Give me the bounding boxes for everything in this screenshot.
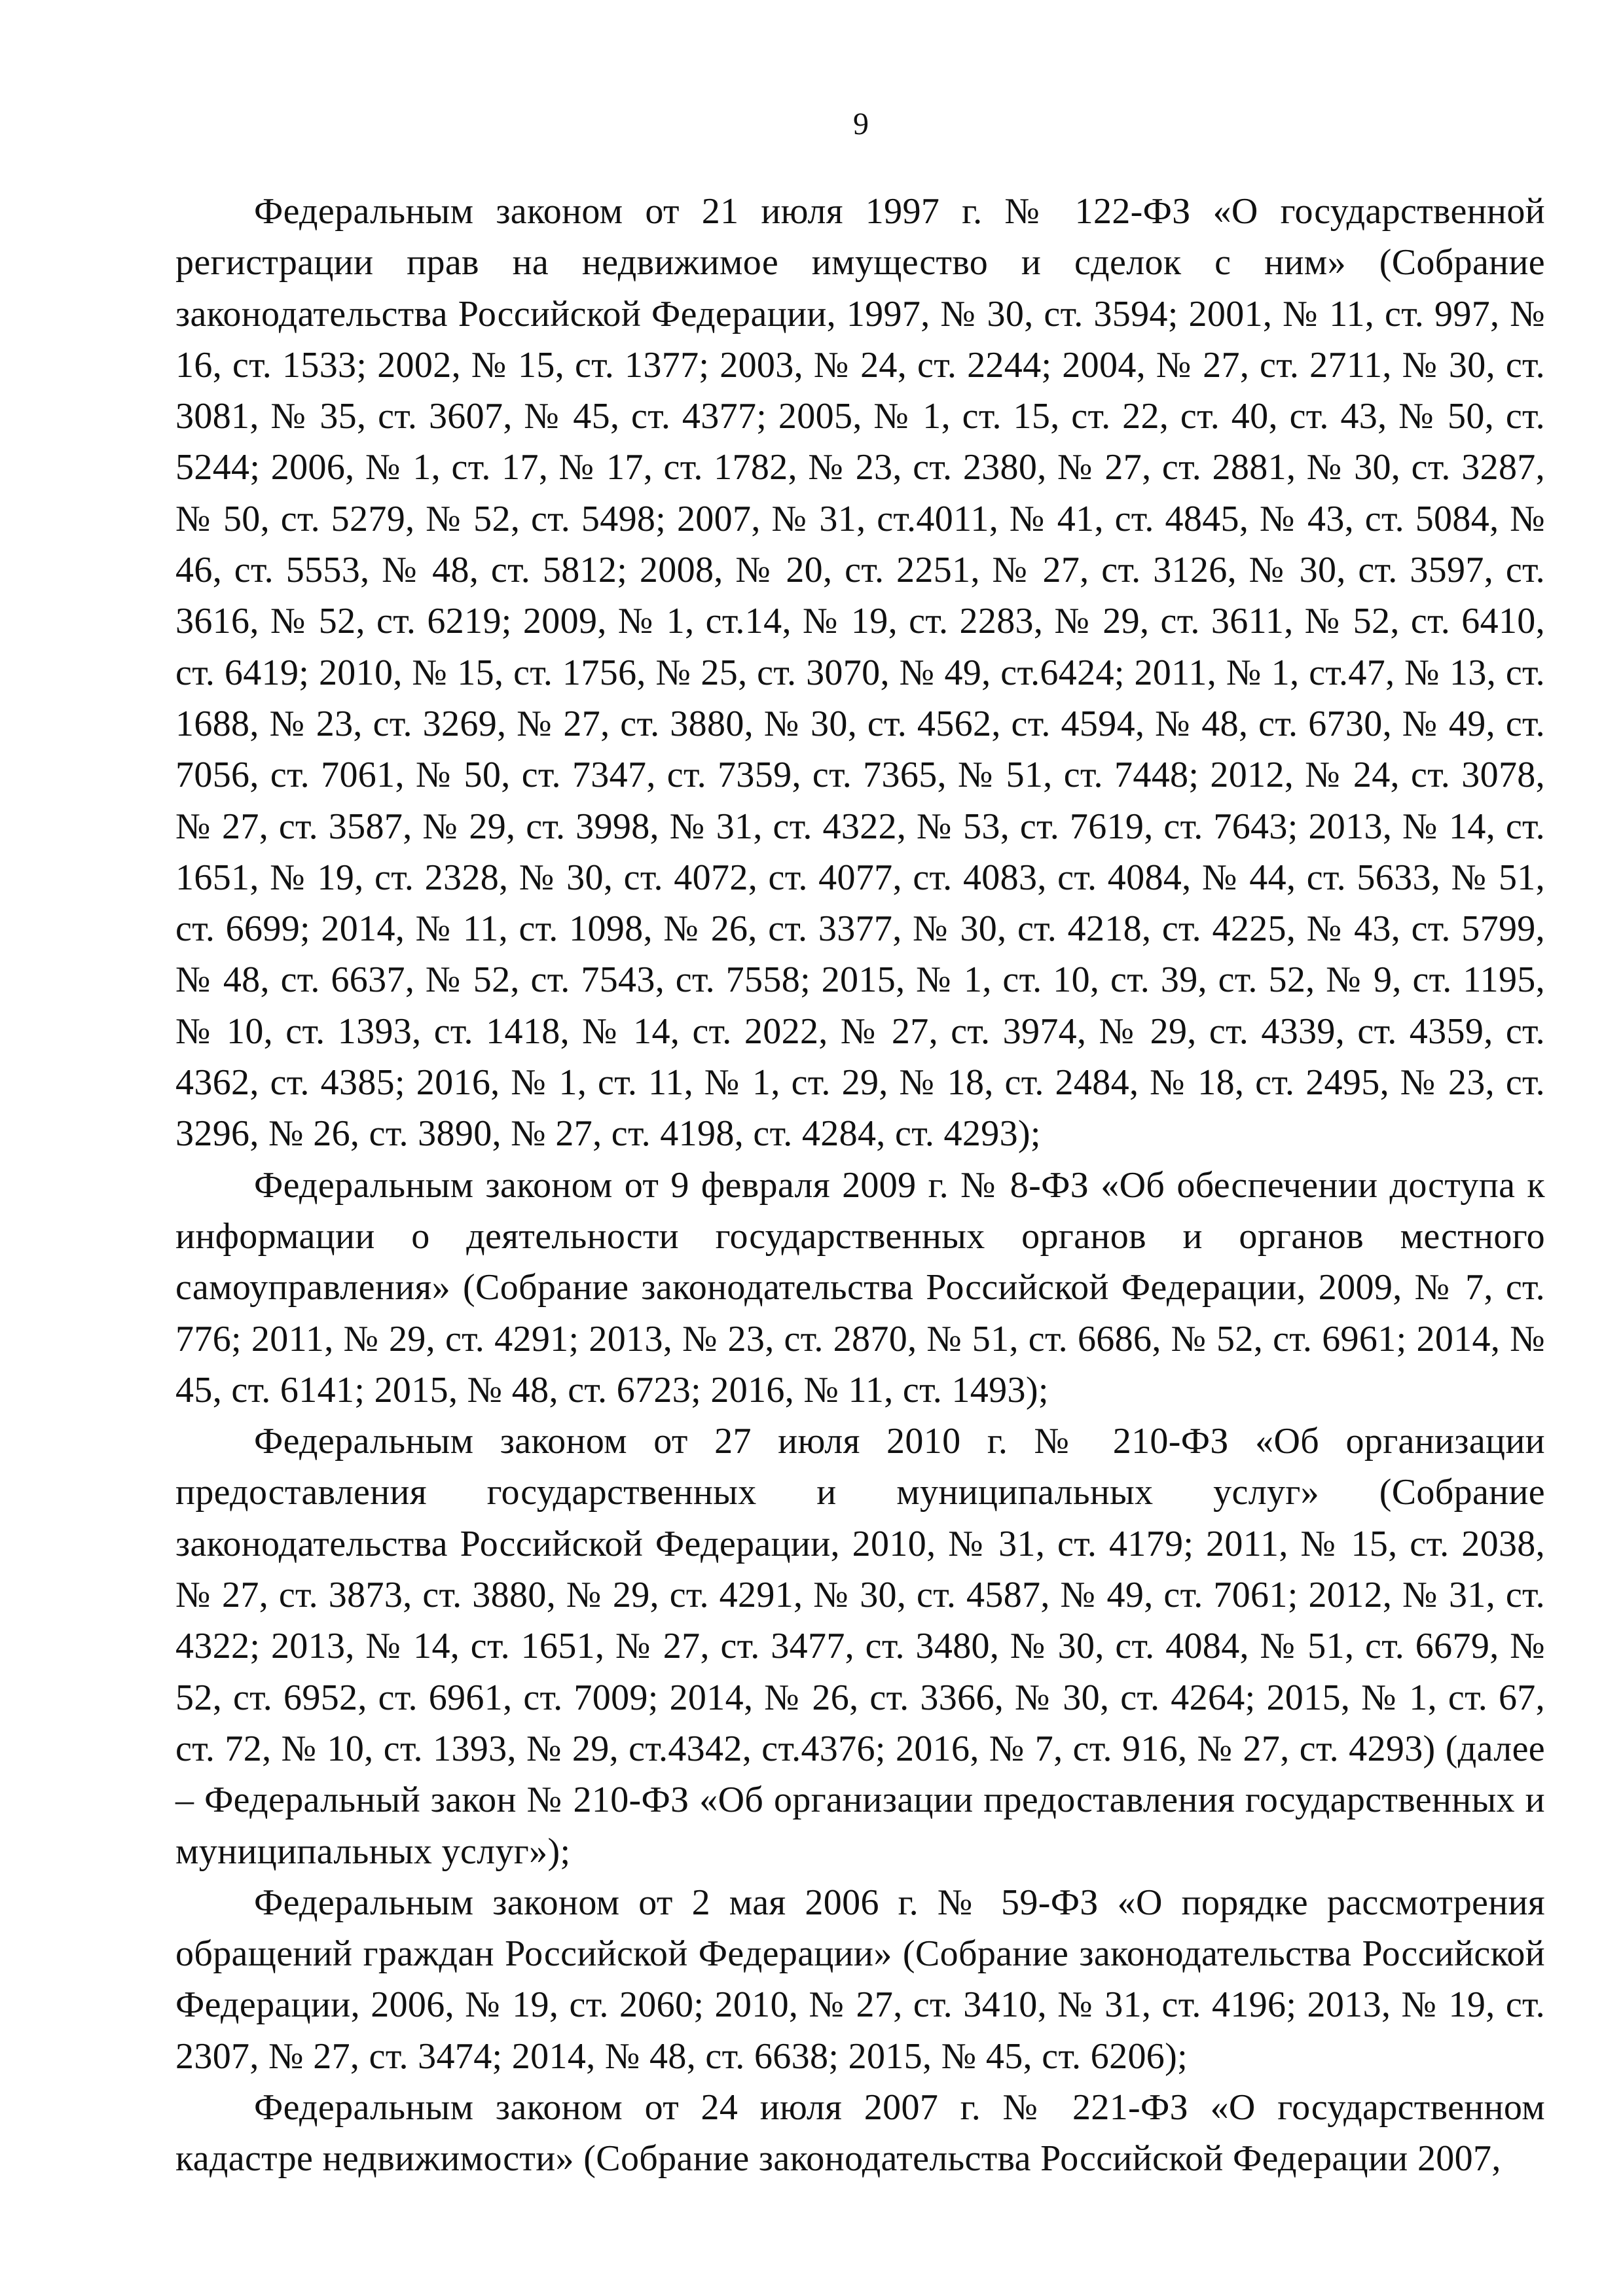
document-body (175, 186, 1545, 2185)
paragraph-law-122-fz: Федеральным законом от 21 июля 1997 г. № 122-ФЗ «О государственной регистрации прав на недвижимое имущество и сделок с ним» (Собрание законодательства Российской Федерации, 1997, № 30, ст. 3594; 2001, № 11, ст. 997, № 16, ст. 1533; 2002, № 15, ст. 1377; 2003, № 24, ст. 2244; 2004, № 27, ст. 2711, № 30, ст. 3081, № 35, ст. 3607, № 45, ст. 4377; 2005, № 1, ст. 15, ст. 22, ст. 40, ст. 43, № 50, ст. 5244; 2006, № 1, ст. 17, № 17, ст. 1782, № 23, ст. 2380, № 27, ст. 2881, № 30, ст. 3287, № 50, ст. 5279, № 52, ст. 5498; 2007, № 31, ст.4011, № 41, ст. 4845, № 43, ст. 5084, № 46, ст. 5553, № 48, ст. 5812; 2008, № 20, ст. 2251, № 27, ст. 3126, № 30, ст. 3597, ст. 3616, № 52, ст. 6219; 2009, № 1, ст.14, № 19, ст. 2283, № 29, ст. 3611, № 52, ст. 6410, ст. 6419; 2010, № 15, ст. 1756, № 25, ст. 3070, № 49, ст.6424; 2011, № 1, ст.47, № 13, ст. 1688, № 23, ст. 3269, № 27, ст. 3880, № 30, ст. 4562, ст. 4594, № 48, ст. 6730, № 49, ст. 7056, ст. 7061, № 50, ст. 7347, ст. 7359, ст. 7365, № 51, ст. 7448; 2012, № 24, ст. 3078, № 27, ст. 3587, № 29, ст. 3998, № 31, ст. 4322, № 53, ст. 7619, ст. 7643; 2013, № 14, ст. 1651, № 19, ст. 2328, № 30, ст. 4072, ст. 4077, ст. 4083, ст. 4084, № 44, ст. 5633, № 51, ст. 6699; 2014, № 11, ст. 1098, № 26, ст. 3377, № 30, ст. 4218, ст. 4225, № 43, ст. 5799, № 48, ст. 6637, № 52, ст. 7543, ст. 7558; 2015, № 1, ст. 10, ст. 39, ст. 52, № 9, ст. 1195, № 10, ст. 1393, ст. 1418, № 14, ст. 2022, № 27, ст. 3974, № 29, ст. 4339, ст. 4359, ст. 4362, ст. 4385; 2016, № 1, ст. 11, № 1, ст. 29, № 18, ст. 2484, № 18, ст. 2495, № 23, ст. 3296, № 26, ст. 3890, № 27, ст. 4198, ст. 4284, ст. 4293); (175, 191, 1545, 1155)
paragraph-law-221-fz: Федеральным законом от 24 июля 2007 г. № 221-ФЗ «О государственном кадастре недвижимости» (Собрание законодательства Российской Федерации 2007, (175, 2087, 1545, 2179)
paragraph-law-59-fz: Федеральным законом от 2 мая 2006 г. № 59-ФЗ «О порядке рассмотрения обращений граждан Российской Федерации» (Собрание законодательства Российской Федерации, 2006, № 19, ст. 2060; 2010, № 27, ст. 3410, № 31, ст. 4196; 2013, № 19, ст. 2307, № 27, ст. 3474; 2014, № 48, ст. 6638; 2015, № 45, ст. 6206); (175, 1882, 1545, 2077)
paragraph-law-8-fz: Федеральным законом от 9 февраля 2009 г. № 8-ФЗ «Об обеспечении доступа к информации о деятельности государственных органов и органов местного самоуправления» (Собрание законодательства Российской Федерации, 2009, № 7, ст. 776; 2011, № 29, ст. 4291; 2013, № 23, ст. 2870, № 51, ст. 6686, № 52, ст. 6961; 2014, № 45, ст. 6141; 2015, № 48, ст. 6723; 2016, № 11, ст. 1493); (175, 1164, 1545, 1410)
paragraph-law-210-fz: Федеральным законом от 27 июля 2010 г. № 210-ФЗ «Об организации предоставления государственных и муниципальных услуг» (Собрание законодательства Российской Федерации, 2010, № 31, ст. 4179; 2011, № 15, ст. 2038, № 27, ст. 3873, ст. 3880, № 29, ст. 4291, № 30, ст. 4587, № 49, ст. 7061; 2012, № 31, ст. 4322; 2013, № 14, ст. 1651, № 27, ст. 3477, ст. 3480, № 30, ст. 4084, № 51, ст. 6679, № 52, ст. 6952, ст. 6961, ст. 7009; 2014, № 26, ст. 3366, № 30, ст. 4264; 2015, № 1, ст. 67, ст. 72, № 10, ст. 1393, № 29, ст.4342, ст.4376; 2016, № 7, ст. 916, № 27, ст. 4293) (далее – Федеральный закон № 210-ФЗ «Об организации предоставления государственных и муниципальных услуг»); (175, 1421, 1545, 1872)
page-number: 9 (853, 107, 869, 141)
